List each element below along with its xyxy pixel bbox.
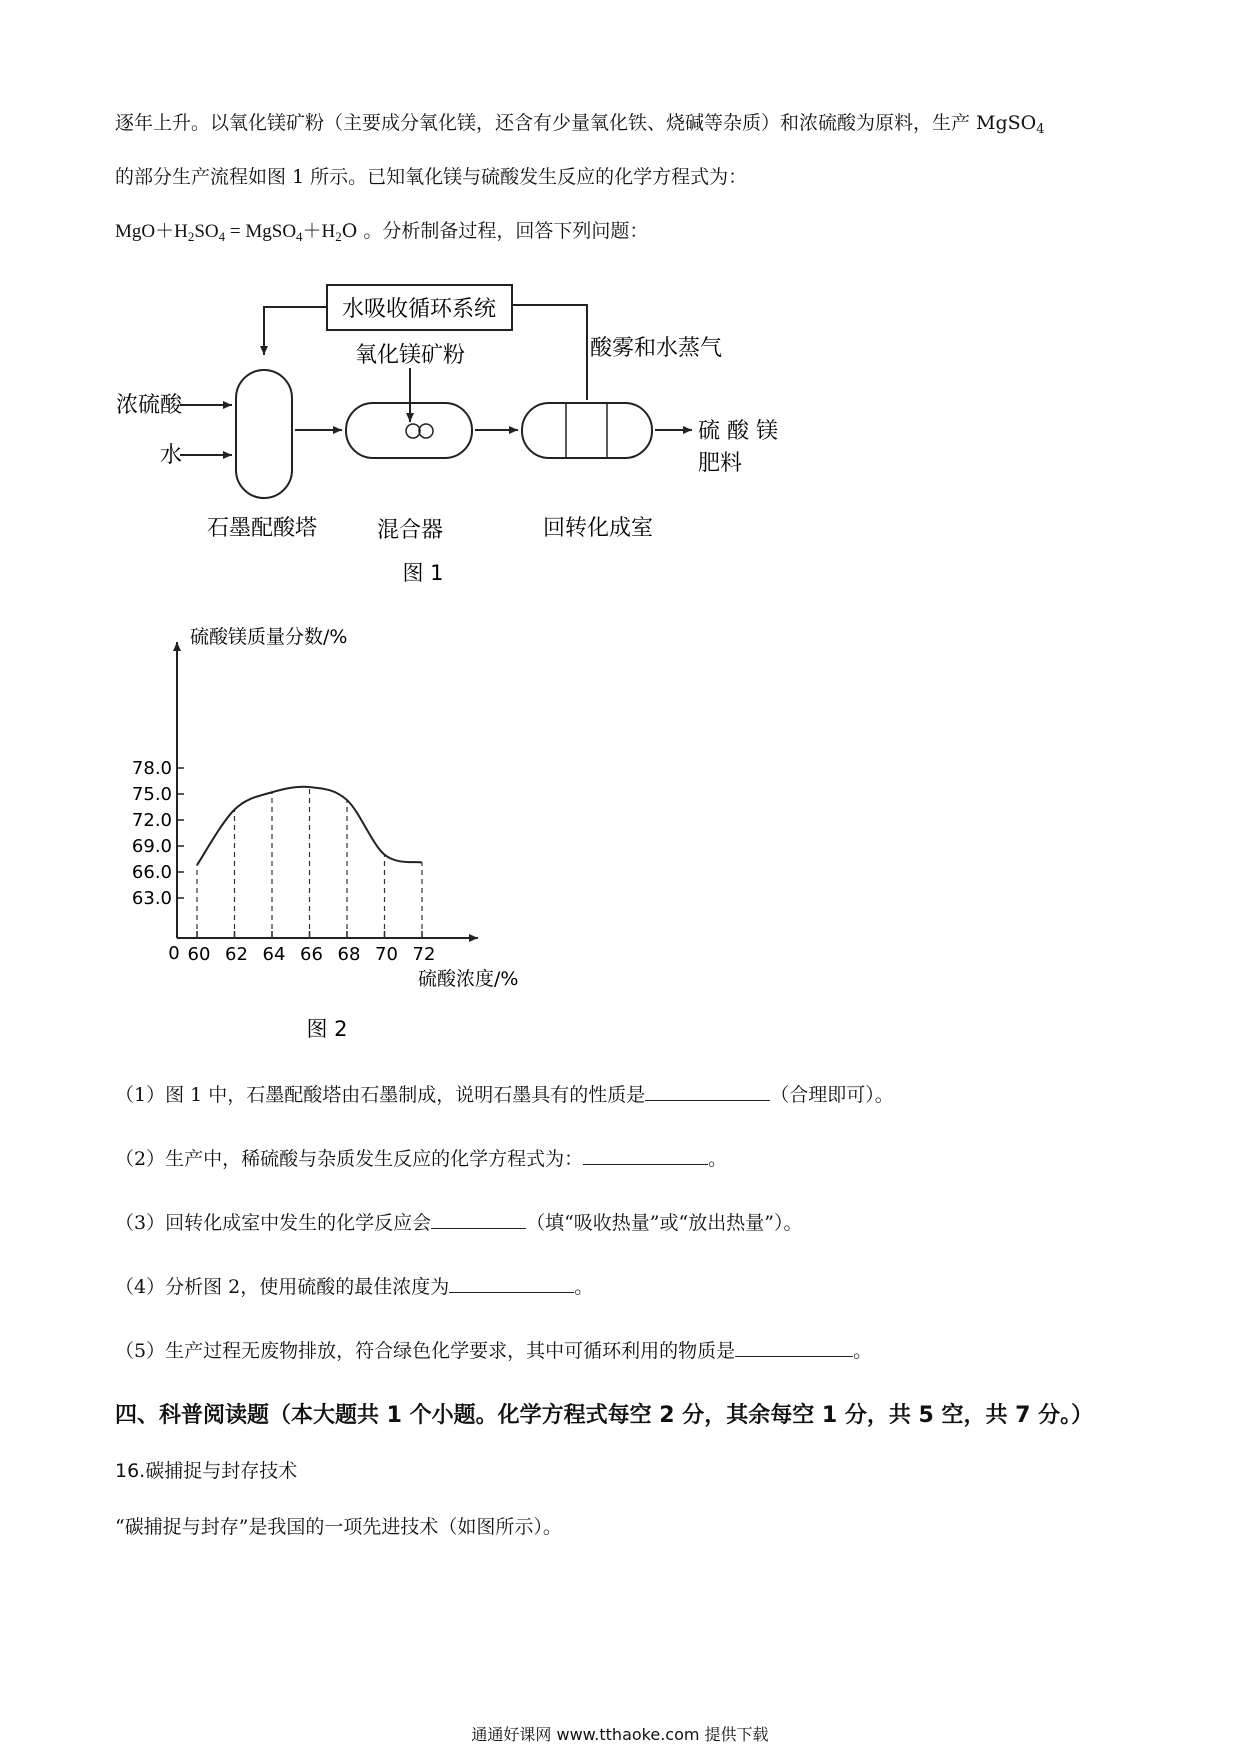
x-tick-label: 72 [412, 944, 436, 965]
question-2: （2）生产中，稀硫酸与杂质发生反应的化学方程式为： 。 [115, 1148, 728, 1170]
intro-line-1: 逐年上升。以氧化镁矿粉（主要成分氧化镁，还含有少量氧化铁、烧碱等杂质）和浓硫酸为原料，生产 MgSO$_4$ [115, 112, 1045, 137]
y-tick-label: 63.0 [131, 888, 172, 909]
input-acid-label: 浓硫酸 [116, 393, 183, 418]
answer-blank-4[interactable] [449, 1274, 574, 1293]
process-flow-diagram [0, 0, 1240, 620]
graphite-acid-tower [236, 370, 292, 498]
input-water-label: 水 [160, 443, 183, 468]
recycle-to-tower-arrow [264, 307, 327, 355]
mixer-label: 混合器 [376, 518, 444, 543]
x-tick-label: 62 [225, 944, 248, 965]
tower-label: 石墨配酸塔 [206, 516, 318, 541]
y-tick-label: 69.0 [131, 836, 172, 857]
acid-mist-label: 酸雾和水蒸气 [590, 336, 723, 361]
question-3: （3）回转化成室中发生的化学反应会 （填“吸收热量”或“放出热量”）。 [115, 1212, 803, 1234]
figure1-caption: 图 1 [402, 561, 444, 585]
acid-mist-return-line [512, 305, 587, 400]
answer-blank-5[interactable] [735, 1338, 853, 1357]
question-4: （4）分析图 2，使用硫酸的最佳浓度为 。 [115, 1276, 594, 1298]
question-16-intro: “碳捕捉与封存”是我国的一项先进技术（如图所示）。 [115, 1516, 562, 1538]
rotary-chamber [522, 403, 652, 458]
x-tick-label: 70 [375, 944, 398, 965]
answer-blank-1[interactable] [645, 1082, 770, 1101]
chemical-equation: $MgO+H_2SO_4$ = $MgSO_4+H_2O$ 。分析制备过程，回答下列问题： [115, 220, 649, 244]
output-label-line2: 肥料 [698, 451, 743, 476]
question-1: （1）图 1 中，石墨配酸塔由石墨制成，说明石墨具有的性质是 （合理即可）。 [115, 1084, 894, 1106]
question-5: （5）生产过程无废物排放，符合绿色化学要求，其中可循环利用的物质是 。 [115, 1340, 873, 1362]
footer-watermark: 通通好课网 www.tthaoke.com 提供下载 [471, 1725, 769, 1744]
answer-blank-2[interactable] [583, 1146, 708, 1165]
x-tick-label: 68 [337, 944, 361, 965]
y-tick-label: 66.0 [131, 862, 172, 883]
x-tick-label: 64 [262, 944, 286, 965]
output-label-line1: 硫 酸 镁 [698, 419, 778, 444]
section-heading: 四、科普阅读题（本大题共 1 个小题。化学方程式每空 2 分，其余每空 1 分，共 5 空，共 7 分。） [115, 1403, 1094, 1428]
y-tick-label: 75.0 [131, 784, 172, 805]
y-tick-label: 72.0 [131, 810, 172, 831]
y-axis-title: 硫酸镁质量分数/% [190, 626, 348, 648]
input-powder-label: 氧化镁矿粉 [354, 343, 466, 368]
x-axis-title: 硫酸浓度/% [418, 968, 519, 990]
sulfuric-acid-chart [0, 620, 700, 1050]
figure2-caption: 图 2 [306, 1017, 348, 1041]
answer-blank-3[interactable] [431, 1210, 526, 1229]
chamber-label: 回转化成室 [542, 516, 654, 541]
origin-label: 0 [168, 943, 180, 964]
water-absorption-system-label: 水吸收循环系统 [341, 297, 497, 322]
intro-line-2: 的部分生产流程如图 1 所示。已知氧化镁与硫酸发生反应的化学方程式为： [115, 166, 748, 188]
y-tick-label: 78.0 [131, 758, 172, 779]
x-tick-label: 60 [187, 944, 211, 965]
question-16-title: 16.碳捕捉与封存技术 [115, 1460, 298, 1482]
x-tick-label: 66 [300, 944, 323, 965]
